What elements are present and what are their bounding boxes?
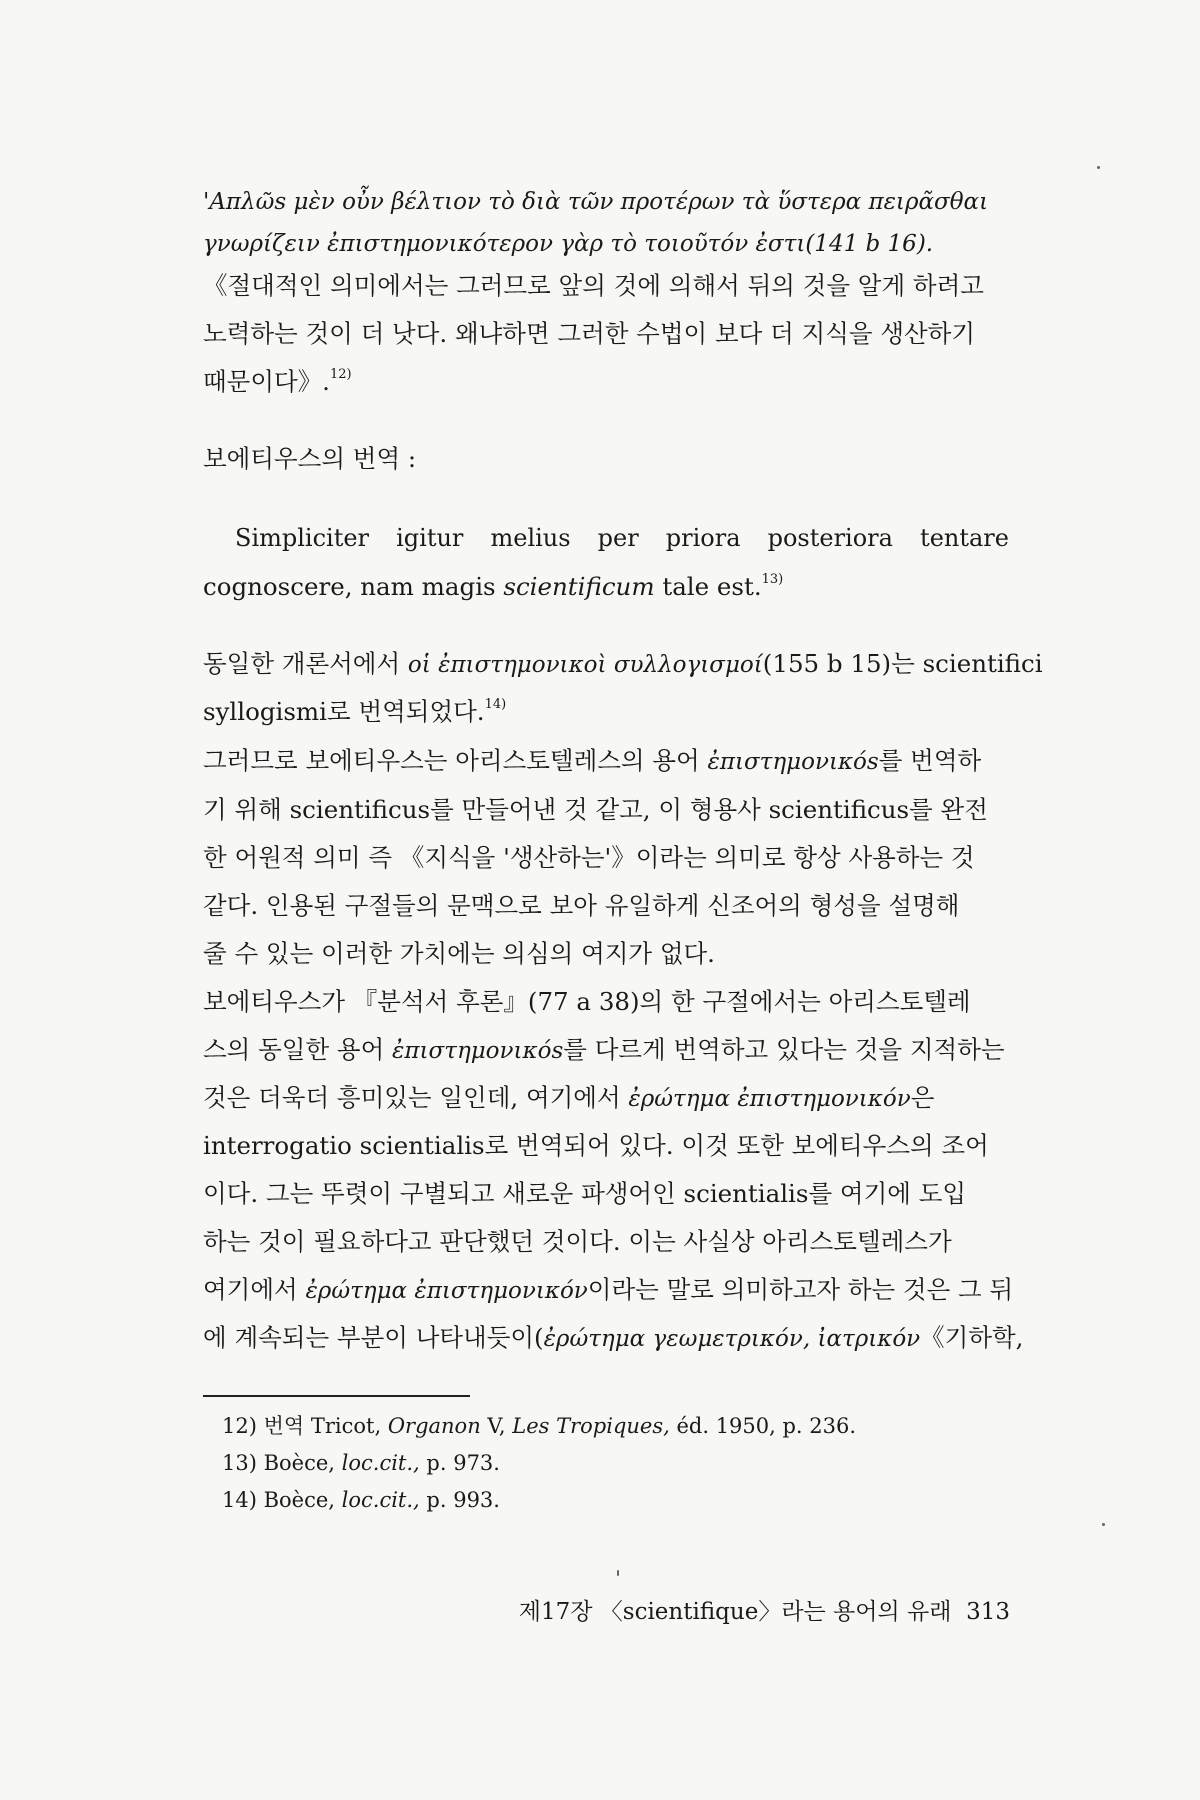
footnote-text: Boèce, xyxy=(263,1451,342,1475)
para3-line-3-end: 은 xyxy=(910,1083,935,1112)
boethius-translation-heading: 보에티우스의 번역 : xyxy=(203,444,417,473)
latin-word: tentare xyxy=(920,524,1009,552)
footnote-divider xyxy=(203,1395,470,1397)
para2-line-2: 기 위해 scientificus를 만들어낸 것 같고, 이 형용사 scientificus를 완전 xyxy=(203,795,988,824)
running-footer xyxy=(500,1597,1010,1627)
footnote-text: V, xyxy=(480,1414,513,1438)
para3-line-7-start: 여기에서 xyxy=(203,1275,306,1304)
footnote-title: Les Tropiques, xyxy=(512,1414,670,1438)
korean-quote-line-1: 《절대적인 의미에서는 그러므로 앞의 것에 의해서 뒤의 것을 알게 하려고 xyxy=(203,271,984,300)
greek-term: ἐρώτημα ἐπιστημονικόν xyxy=(628,1086,911,1112)
page-number: 313 xyxy=(966,1599,1010,1625)
para1-line-2-text: syllogismi로 번역되었다. xyxy=(203,697,485,726)
scan-speck xyxy=(1102,1523,1105,1526)
para3-line-2-start: 스의 동일한 용어 xyxy=(203,1035,393,1064)
footnote-title: loc.cit., xyxy=(341,1451,420,1475)
para3-line-3 xyxy=(203,1082,1009,1115)
greek-quote-line-1: 'Απλῶs μὲν οὖν βέλτιον τὸ διὰ τῶν προτέρων τὰ ὕστερα πειρᾶσθαι xyxy=(203,189,989,215)
footnote-12 xyxy=(222,1412,856,1440)
korean-quote-line-3 xyxy=(203,366,1009,398)
para1-line-1-end: (155 b 15)는 scientifici xyxy=(762,649,1043,678)
footnote-text: éd. 1950, p. 236. xyxy=(669,1414,857,1438)
latin-quote-emphasis: scientificum xyxy=(503,572,655,601)
footnote-14 xyxy=(222,1486,500,1514)
footnote-ref-13: 13) xyxy=(761,572,784,587)
para2-line-5: 줄 수 있는 이러한 가치에는 의심의 여지가 없다. xyxy=(203,939,715,968)
para3-line-7-end: 이라는 말로 의미하고자 하는 것은 그 뒤 xyxy=(587,1275,1014,1304)
greek-term: ἐρώτημα ἐπιστημονικόν xyxy=(305,1278,588,1304)
footnote-number: 13) xyxy=(222,1451,257,1475)
para3-line-8-end: 《기하학, xyxy=(920,1323,1024,1352)
greek-term: ἐπιστημονικόs xyxy=(392,1038,564,1064)
latin-quote-line-2-end: tale est. xyxy=(654,572,762,601)
para3-line-8-start: 에 계속되는 부분이 나타내듯이( xyxy=(203,1323,544,1352)
footnote-ref-12: 12) xyxy=(329,367,352,382)
para3-line-7 xyxy=(203,1274,1014,1307)
footnote-title: loc.cit., xyxy=(341,1488,420,1512)
footnote-text: 번역 Tricot, xyxy=(263,1414,388,1438)
chapter-title: 제17장 〈scientifique〉라는 용어의 유래 xyxy=(518,1599,952,1625)
para2-line-1-start: 그러므로 보에티우스는 아리스토텔레스의 용어 xyxy=(203,746,708,775)
latin-word: igitur xyxy=(396,524,464,552)
latin-quote-line-1 xyxy=(235,522,1009,554)
para3-line-2-end: 를 다르게 번역하고 있다는 것을 지적하는 xyxy=(563,1035,1005,1064)
para2-line-3: 한 어원적 의미 즉 《지식을 '생산하는'》이라는 의미로 항상 사용하는 것 xyxy=(203,843,975,872)
latin-quote-line-2 xyxy=(203,571,1009,603)
footnote-text: Boèce, xyxy=(263,1488,342,1512)
footnote-title: Organon xyxy=(387,1414,481,1438)
greek-term: ἐρώτημα γεωμετρικόν, ἰατρικόν xyxy=(543,1326,921,1352)
para3-line-8 xyxy=(203,1322,1024,1355)
latin-word: Simpliciter xyxy=(235,524,370,552)
para3-line-3-start: 것은 더욱더 흥미있는 일인데, 여기에서 xyxy=(203,1083,629,1112)
footnote-ref-14: 14) xyxy=(484,697,507,712)
para3-line-6: 하는 것이 필요하다고 판단했던 것이다. 이는 사실상 아리스토텔레스가 xyxy=(203,1227,952,1256)
footnote-number: 12) xyxy=(222,1414,257,1438)
footnote-13 xyxy=(222,1449,500,1477)
scan-speck xyxy=(1097,166,1100,169)
footnote-text: p. 993. xyxy=(419,1488,500,1512)
para2-line-1-end: 를 번역하 xyxy=(878,746,982,775)
para1-line-1-start: 동일한 개론서에서 xyxy=(203,649,408,678)
greek-term: οἱ ἐπιστημονικοὶ συλλογισμοί xyxy=(407,652,763,678)
scan-speck xyxy=(617,1570,619,1576)
latin-word: posteriora xyxy=(767,524,893,552)
para2-line-1 xyxy=(203,745,1009,778)
para3-line-1: 보에티우스가 『분석서 후론』(77 a 38)의 한 구절에서는 아리스토텔레 xyxy=(203,987,971,1016)
para3-line-2 xyxy=(203,1034,1009,1067)
greek-term: ἐπιστημονικόs xyxy=(707,749,879,775)
para2-line-4: 같다. 인용된 구절들의 문맥으로 보아 유일하게 신조어의 형성을 설명해 xyxy=(203,891,960,920)
para3-line-4: interrogatio scientialis로 번역되어 있다. 이것 또한 보에티우스의 조어 xyxy=(203,1131,989,1160)
latin-quote-line-2-start: cognoscere, nam magis xyxy=(203,572,504,601)
korean-quote-line-3-text: 때문이다》. xyxy=(203,367,330,396)
latin-word: per xyxy=(597,524,639,552)
para3-line-5: 이다. 그는 뚜렷이 구별되고 새로운 파생어인 scientialis를 여기에 도입 xyxy=(203,1179,967,1208)
para1-line-2 xyxy=(203,696,1009,728)
footnote-number: 14) xyxy=(222,1488,257,1512)
footnote-text: p. 973. xyxy=(419,1451,500,1475)
latin-word: priora xyxy=(665,524,741,552)
greek-quote-line-2: γνωρίζειν ἐπιστημονικότερον γὰρ τὸ τοιοῦτόν ἐστι(141 b 16). xyxy=(203,231,934,257)
para1-line-1 xyxy=(203,648,1043,681)
latin-word: melius xyxy=(490,524,571,552)
korean-quote-line-2: 노력하는 것이 더 낫다. 왜냐하면 그러한 수법이 보다 더 지식을 생산하기 xyxy=(203,319,976,348)
